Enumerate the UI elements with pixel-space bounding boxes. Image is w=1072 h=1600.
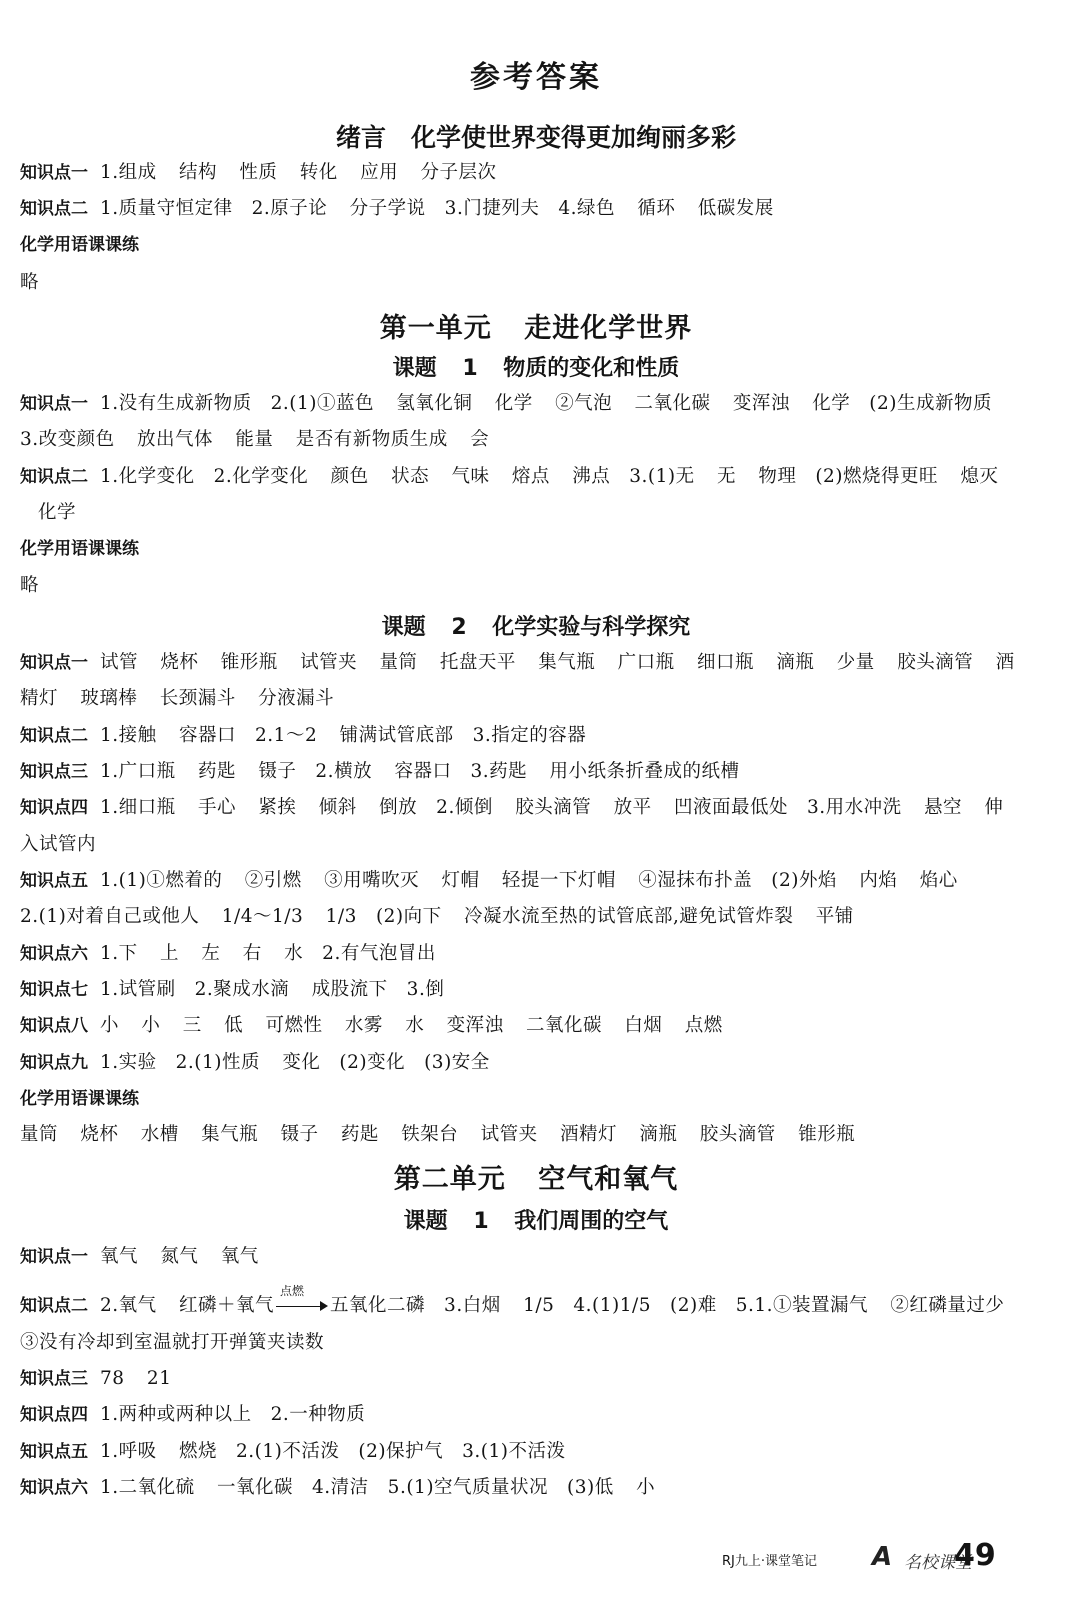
u1t2-k1b: 精灯 玻璃棒 长颈漏斗 分液漏斗 (20, 688, 335, 709)
unit2-t1-heading: 课题 1 我们周围的空气 (403, 1209, 669, 1234)
u1t2-k3: 知识点三 1.广口瓶 药匙 镊子 2.横放 容器口 3.药匙 用小纸条折叠成的纸槽 (20, 761, 740, 782)
u1t2-k4b: 入试管内 (20, 834, 97, 855)
u1t2-k7: 知识点七 1.试管刷 2.聚成水滴 成股流下 3.倒 (20, 979, 445, 1000)
unit2-heading: 第二单元 空气和氧气 (393, 1164, 679, 1195)
unit1-t2-heading: 课题 2 化学实验与科学探究 (381, 615, 691, 640)
u1t1-k2b: 化学 (38, 502, 77, 523)
u1t2-k9: 知识点九 1.实验 2.(1)性质 变化 (2)变化 (3)安全 (20, 1052, 490, 1073)
u2t1-k4: 知识点四 1.两种或两种以上 2.一种物质 (20, 1404, 366, 1425)
reaction-arrow-icon: 点燃 (276, 1299, 328, 1313)
u1t1-practice: 化学用语课课练 (20, 539, 139, 559)
u2t1-k2b: ③没有冷却到室温就打开弹簧夹读数 (20, 1332, 325, 1353)
u1t2-k5a: 知识点五 1.(1)①燃着的 ②引燃 ③用嘴吹灭 灯帽 轻提一下灯帽 ④湿抹布扑盖 (2)外焰 内焰 焰心 (20, 870, 958, 891)
intro-heading: 绪言 化学使世界变得更加绚丽多彩 (335, 123, 736, 152)
u1t1-k1b: 3.改变颜色 放出气体 能量 是否有新物质生成 会 (20, 429, 490, 450)
intro-k2: 知识点二 1.质量守恒定律 2.原子论 分子学说 3.门捷列夫 4.绿色 循环 低碳发展 (20, 198, 774, 219)
unit1-t1-heading: 课题 1 物质的变化和性质 (392, 356, 680, 381)
brand-name: 名校课堂 (904, 1553, 972, 1573)
u1t1-omit: 略 (20, 575, 39, 596)
u2t1-k2: 知识点二 2.氧气 红磷＋氧气 点燃 五氧化二磷 3.白烟 1/5 4.(1)1/5 (2)难 5.1.①装置漏气 ②红磷量过少 (20, 1284, 1005, 1316)
unit1-heading: 第一单元 走进化学世界 (379, 313, 693, 344)
page-title: 参考答案 (470, 60, 602, 95)
u1t2-k4a: 知识点四 1.细口瓶 手心 紧挨 倾斜 倒放 2.倾倒 胶头滴管 放平 凹液面最低处 3.用水冲洗 悬空 伸 (20, 797, 1004, 818)
u1t1-k1a: 知识点一 1.没有生成新物质 2.(1)①蓝色 氢氧化铜 化学 ②气泡 二氧化碳 变浑浊 化学 (2)生成新物质 (20, 393, 992, 414)
intro-practice: 化学用语课课练 (20, 235, 139, 255)
u1t2-k1a: 知识点一 试管 烧杯 锥形瓶 试管夹 量筒 托盘天平 集气瓶 广口瓶 细口瓶 滴瓶 少量 胶头滴管 酒 (20, 652, 1015, 673)
u1t2-practice: 化学用语课课练 (20, 1089, 139, 1109)
intro-k1: 知识点一 1.组成 结构 性质 转化 应用 分子层次 (20, 162, 497, 183)
u1t2-k6: 知识点六 1.下 上 左 右 水 2.有气泡冒出 (20, 943, 436, 964)
u1t2-practice-answers: 量筒 烧杯 水槽 集气瓶 镊子 药匙 铁架台 试管夹 酒精灯 滴瓶 胶头滴管 锥形瓶 (20, 1124, 856, 1145)
u1t2-k8: 知识点八 小 小 三 低 可燃性 水雾 水 变浑浊 二氧化碳 白烟 点燃 (20, 1015, 723, 1036)
u1t1-k2a: 知识点二 1.化学变化 2.化学变化 颜色 状态 气味 熔点 沸点 3.(1)无 无 物理 (2)燃烧得更旺 熄灭 (20, 466, 999, 487)
intro-omit: 略 (20, 272, 39, 293)
page-footer (722, 1536, 1062, 1586)
u2t1-k6: 知识点六 1.二氧化硫 一氧化碳 4.清洁 5.(1)空气质量状况 (3)低 小 (20, 1477, 656, 1498)
u2t1-k1: 知识点一 氧气 氮气 氧气 (20, 1246, 259, 1267)
page-number: 49 (954, 1538, 996, 1573)
u1t2-k2: 知识点二 1.接触 容器口 2.1～2 铺满试管底部 3.指定的容器 (20, 725, 587, 746)
u2t1-k3: 知识点三 78 21 (20, 1368, 172, 1389)
u2t1-k5: 知识点五 1.呼吸 燃烧 2.(1)不活泼 (2)保护气 3.(1)不活泼 (20, 1441, 566, 1462)
u1t2-k5b: 2.(1)对着自己或他人 1/4～1/3 1/3 (2)向下 冷凝水流至热的试管底部,避免试管炸裂 平铺 (20, 906, 854, 927)
footer-text: RJ九上·课堂笔记 (722, 1554, 817, 1569)
brand-logo: A (872, 1542, 893, 1572)
